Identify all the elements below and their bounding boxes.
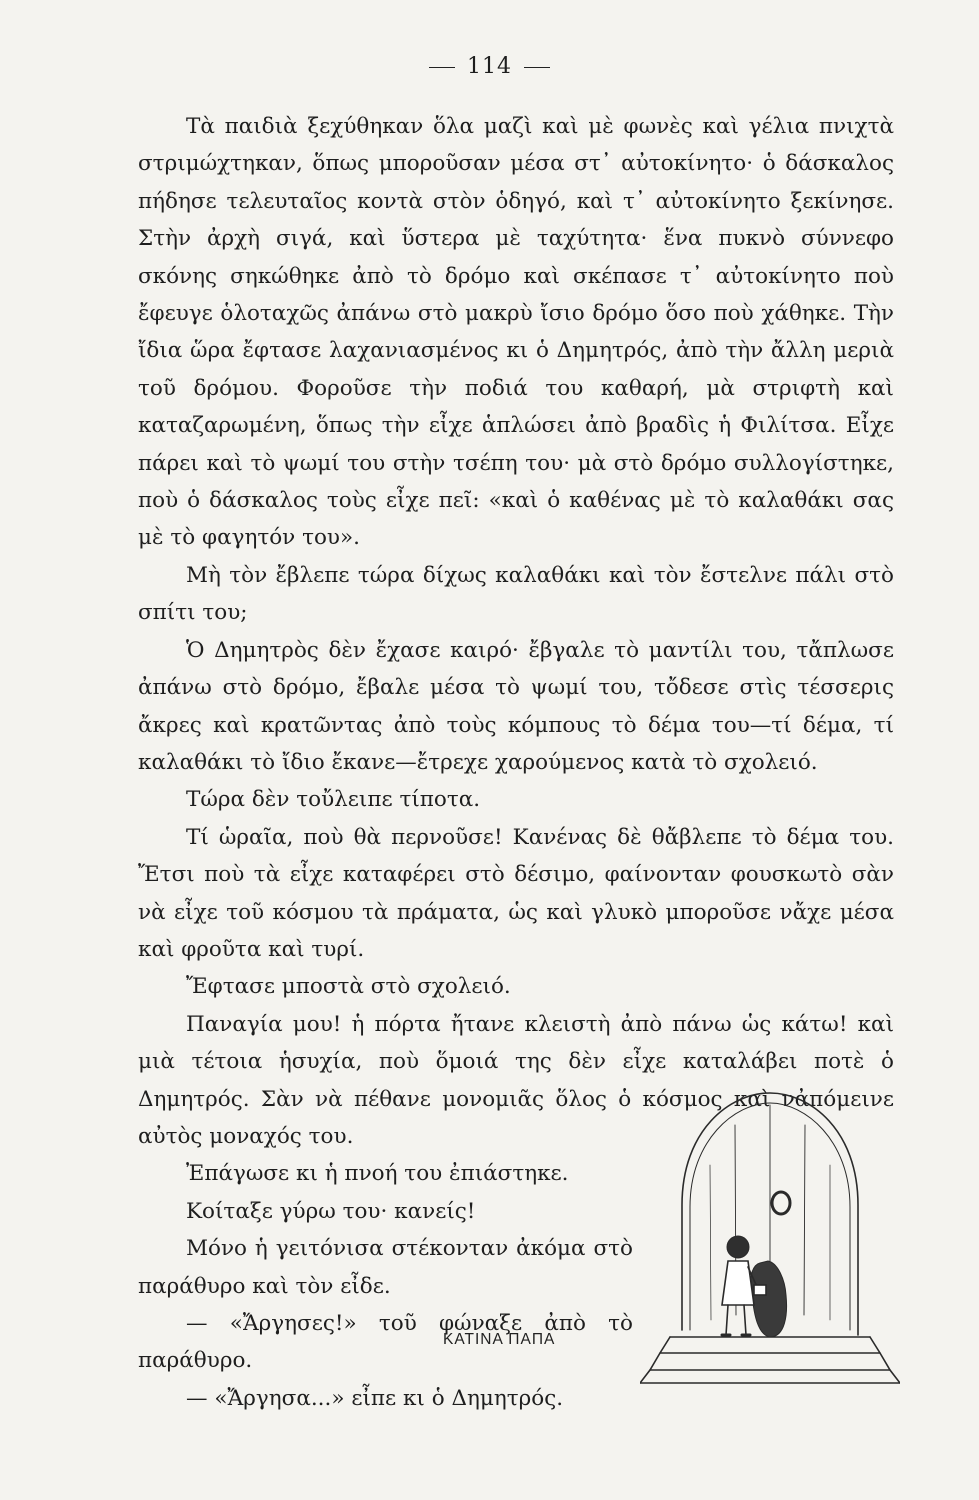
page-number-text: 114 (467, 54, 512, 79)
paragraph: — «Ἄργησα...» εἶπε κι ὁ Δημητρός. (186, 1385, 564, 1411)
paragraph: Τὰ παιδιὰ ξεχύθηκαν ὅλα μαζὶ καὶ μὲ φωνὲς καὶ γέλια πνιχτὰ στριμώχτηκαν, ὅπως μποροῦσαν μέσα στ᾽ αὐτοκίνητο· ὁ δάσκαλος πήδησε τελευταῖος κοντὰ στὸν ὁδηγό, καὶ τ᾽ αὐτοκίνητο ξεκίνησε. Στὴν ἀρχὴ σιγά, καὶ ὕστερα μὲ ταχύτητα· ἕνα πυκνὸ σύννεφο σκόνης σηκώθηκε ἀπὸ τὸ δρόμο καὶ σκέπασε τ᾽ αὐτοκίνητο ποὺ ἔφευγε ὁλοταχῶς ἀπάνω στὸ μακρὺ ἴσιο δρόμο ὅσο ποὺ χάθηκε. Τὴν ἴδια ὥρα ἔφτασε λαχανιασμένος κι ὁ Δημητρός, ἀπὸ τὴν ἄλλη μεριὰ τοῦ δρόμου. Φοροῦσε τὴν ποδιά του καθαρή, μὰ στριφτὴ καὶ καταζαρωμένη, ὅπως τὴν εἶχε ἁπλώσει ἀπὸ βραδὶς ἡ Φιλίτσα. Εἶχε πάρει καὶ τὸ ψωμί του στὴν τσέπη του· μὰ στὸ δρόμο συλλογίστηκε, ποὺ ὁ δάσκαλος τοὺς εἶχε πεῖ: «καὶ ὁ καθένας μὲ τὸ καλαθάκι σας μὲ τὸ φαγητόν του». (138, 114, 894, 551)
paragraph: Μόνο ἡ γειτόνισα στέκονταν ἀκόμα στὸ παράθυρο καὶ τὸν εἶδε. (138, 1236, 633, 1299)
paragraph: Τώρα δὲν τοὔλειπε τίποτα. (186, 787, 481, 813)
paragraph: Τί ὡραῖα, ποὺ θὰ περνοῦσε! Κανένας δὲ θἄβλεπε τὸ δέμα του. Ἔτσι ποὺ τὰ εἶχε καταφέρει στὸ δέσιμο, φαίνονταν φουσκωτὸ σὰν νὰ εἶχε τοῦ κόσμου τὰ πράματα, ὡς καὶ γλυκὸ μποροῦσε νἄχε μέσα καὶ φροῦτα καὶ τυρί. (138, 824, 894, 962)
page-number-dash-right (524, 67, 550, 68)
narrow-column (138, 1155, 633, 1417)
paragraph: Κοίταξε γύρω του· κανείς! (186, 1198, 476, 1224)
author-signature: ΚΑΤΙΝΑ ΠΑΠΑ (443, 1331, 556, 1348)
paragraph: — «Ἄργησες!» τοῦ φώναξε ἀπὸ τὸ παράθυρο. (138, 1311, 633, 1374)
page-number (0, 54, 979, 79)
paragraph: Παναγία μου! ἡ πόρτα ἤτανε κλειστὴ ἀπὸ πάνω ὡς κάτω! καὶ μιὰ τέτοια ἡσυχία, ποὺ ὅμοιά της δὲν εἶχε καταλάβει ποτὲ ὁ Δημητρός. Σὰν νὰ πέθανε μονομιᾶς ὅλος ὁ κόσμος καὶ νἀπόμεινε αὐτὸς μοναχός του. (138, 1011, 894, 1149)
paragraph: Ἐπάγωσε κι ἡ πνοή του ἐπιάστηκε. (186, 1161, 569, 1187)
paragraph: Ἔφτασε μποστὰ στὸ σχολειό. (186, 974, 511, 1000)
paragraph: Ὁ Δημητρὸς δὲν ἔχασε καιρό· ἔβγαλε τὸ μαντίλι του, τἄπλωσε ἀπάνω στὸ δρόμο, ἔβαλε μέσα τὸ ψωμί του, τὄδεσε στὶς τέσσερις ἄκρες καὶ κρατῶντας ἀπὸ τοὺς κόμπους τὸ δέμα του—τί δέμα, τί καλαθάκι τὸ ἴδιο ἔκανε—ἔτρεχε χαρούμενος κατὰ τὸ σχολειό. (138, 637, 894, 775)
door-illustration (640, 1085, 900, 1390)
paragraph: Μὴ τὸν ἔβλεπε τώρα δίχως καλαθάκι καὶ τὸν ἔστελνε πάλι στὸ σπίτι του; (138, 562, 894, 626)
page-number-dash-left (429, 67, 455, 68)
